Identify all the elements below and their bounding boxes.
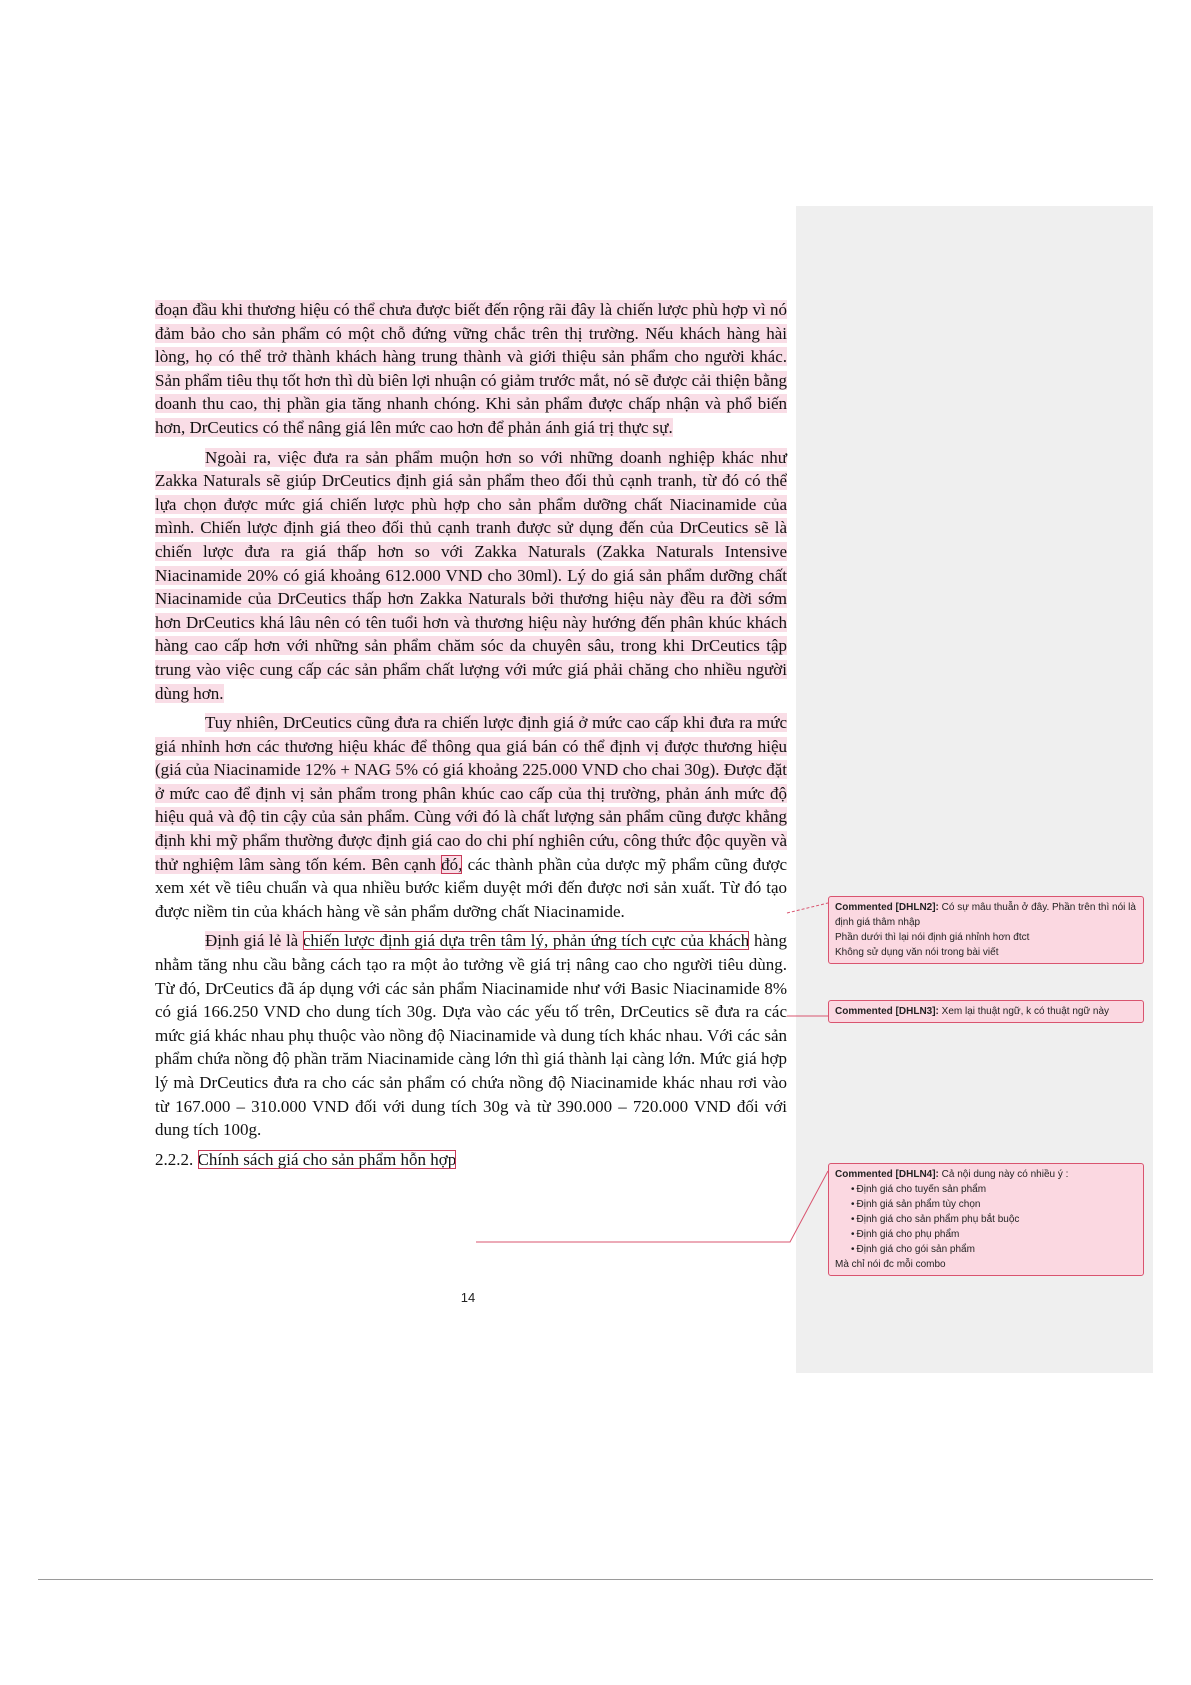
- comment-label: Commented [DHLN4]:: [835, 1169, 939, 1180]
- comment-bullet: • Định giá cho sản phẩm phụ bắt buộc: [835, 1212, 1137, 1227]
- highlighted-text: Định giá lẻ là: [205, 931, 303, 951]
- comment-dhln2[interactable]: [828, 896, 1144, 964]
- highlighted-text: đoạn đầu khi thương hiệu có thể chưa được biết đến rộng rãi đây là chiến lược phù hợp vì nó đảm bảo cho sản phẩm có một chỗ đứng vững chắc trên thị trường. Nếu khách hàng hài lòng, họ có thể trở thành khách hàng trung thành và giới thiệu sản phẩm cho người khác. Sản phẩm tiêu thụ tốt hơn thì dù biên lợi nhuận có giảm trước mắt, nó sẽ được cải thiện bằng doanh thu cao, thị phần gia tăng nhanh chóng. Khi sản phẩm được chấp nhận và phổ biến hơn, DrCeutics có thể nâng giá lên mức cao hơn để phản ánh giá trị thực sự.: [155, 300, 787, 437]
- comment-bullet: • Định giá cho gói sản phẩm: [835, 1242, 1137, 1257]
- comment-dhln4[interactable]: [828, 1163, 1144, 1276]
- comment-dhln3[interactable]: [828, 1000, 1144, 1023]
- comment-anchor-dhln3[interactable]: chiến lược định giá dựa trên tâm lý, phản ứng tích cực của khách: [302, 931, 750, 951]
- comment-text: Commented [DHLN3]: Xem lại thuật ngữ, k có thuật ngữ này: [835, 1006, 1110, 1017]
- paragraph-text: các thành phần của dược mỹ phẩm cũng được xem xét về tiêu chuẩn và qua nhiều bước kiểm duyệt mới đến được nơi sản xuất. Từ đó tạo được niềm tin của khách hàng về sản phẩm dưỡng chất Niacinamide.: [155, 854, 787, 921]
- highlighted-text: Tuy nhiên, DrCeutics cũng đưa ra chiến lược định giá ở mức cao cấp khi đưa ra mức giá nhỉnh hơn các thương hiệu khác để thông qua giá bán có thể định vị được thương hiệu (giá của Niacinamide 12% + NAG 5% có giá khoảng 225.000 VND cho chai 30g). Được đặt ở mức cao để định vị sản phẩm trong phân khúc cao cấp của thị trường, phản ánh mức độ hiệu quả và độ tin cậy của sản phẩm. Cùng với đó là chất lượng sản phẩm cũng được khẳng định khi mỹ phẩm thường được định giá cao do chi phí nghiên cứu, công thức độc quyền và thử nghiệm lâm sàng tốn kém. Bên cạnh: [155, 713, 787, 874]
- comment-line: Mà chỉ nói đc mỗi combo: [835, 1259, 946, 1270]
- comment-bullet: • Định giá cho phụ phẩm: [835, 1227, 1137, 1242]
- connector-dhln2: [787, 903, 828, 913]
- connector-dhln4: [476, 1171, 828, 1242]
- comment-label: Commented [DHLN2]:: [835, 902, 939, 913]
- comment-line: Không sử dụng văn nói trong bài viết: [835, 947, 999, 958]
- paragraph-text: hàng nhằm tăng nhu cầu bằng cách tạo ra một ảo tưởng về giá trị nâng cao cho người tiêu dùng. Từ đó, DrCeutics đã áp dụng với các sản phẩm Niacinamide như với Basic Niacinamide 8% có giá 166.250 VND cho dung tích 30g. Dựa vào các yếu tố trên, DrCeutics sẽ đưa ra các mức giá khác nhau phụ thuộc vào nồng độ Niacinamide và dung tích khác nhau. Với các sản phẩm chứa nồng độ phần trăm Niacinamide càng lớn thì giá thành lại càng lớn. Mức giá hợp lý mà DrCeutics đưa ra cho các sản phẩm có chứa nồng độ Niacinamide khác nhau rơi vào từ 167.000 – 310.000 VND đối với dung tích 30g và từ 390.000 – 720.000 VND đối với dung tích 100g.: [155, 931, 787, 1140]
- comment-line: Phần dưới thì lại nói định giá nhỉnh hơn đtct: [835, 932, 1030, 943]
- highlighted-text: Ngoài ra, việc đưa ra sản phẩm muộn hơn so với những doanh nghiệp khác như Zakka Naturals sẽ giúp DrCeutics định giá sản phẩm theo đối thủ cạnh tranh, từ đó có thể lựa chọn được mức giá chiến lược phù hợp cho sản phẩm dưỡng chất Niacinamide của mình. Chiến lược định giá theo đối thủ cạnh tranh được sử dụng đến của DrCeutics sẽ là chiến lược đưa ra giá thấp hơn so với Zakka Naturals (Zakka Naturals Intensive Niacinamide 20% có giá khoảng 612.000 VND cho 30ml). Lý do giá sản phẩm dưỡng chất Niacinamide của DrCeutics thấp hơn Zakka Naturals bởi thương hiệu này đều ra đời sớm hơn DrCeutics khá lâu nên có tên tuổi hơn và thương hiệu này hướng đến phân khúc khách hàng cao cấp hơn với những sản phẩm chăm sóc da chuyên sâu, trong khi DrCeutics tập trung vào việc cung cấp các sản phẩm chất lượng với mức giá phải chăng cho nhiều người dùng hơn.: [155, 447, 787, 703]
- page-number: 14: [460, 1290, 476, 1305]
- comment-text: Commented [DHLN4]: Cả nội dung này có nhiều ý :: [835, 1169, 1069, 1180]
- comment-text: Commented [DHLN2]: Có sự mâu thuẫn ở đây. Phần trên thì nói là định giá thâm nhập: [835, 902, 1136, 928]
- comment-label: Commented [DHLN3]:: [835, 1006, 939, 1017]
- comment-bullet: • Định giá sản phẩm tùy chọn: [835, 1197, 1137, 1212]
- heading-number: 2.2.2.: [155, 1149, 198, 1169]
- page-divider: [38, 1579, 1153, 1580]
- comment-bullet: • Định giá cho tuyến sản phẩm: [835, 1182, 1137, 1197]
- comment-anchor-dhln2[interactable]: đó,: [441, 854, 463, 874]
- comment-anchor-dhln4[interactable]: Chính sách giá cho sản phẩm hỗn hợp: [197, 1149, 457, 1169]
